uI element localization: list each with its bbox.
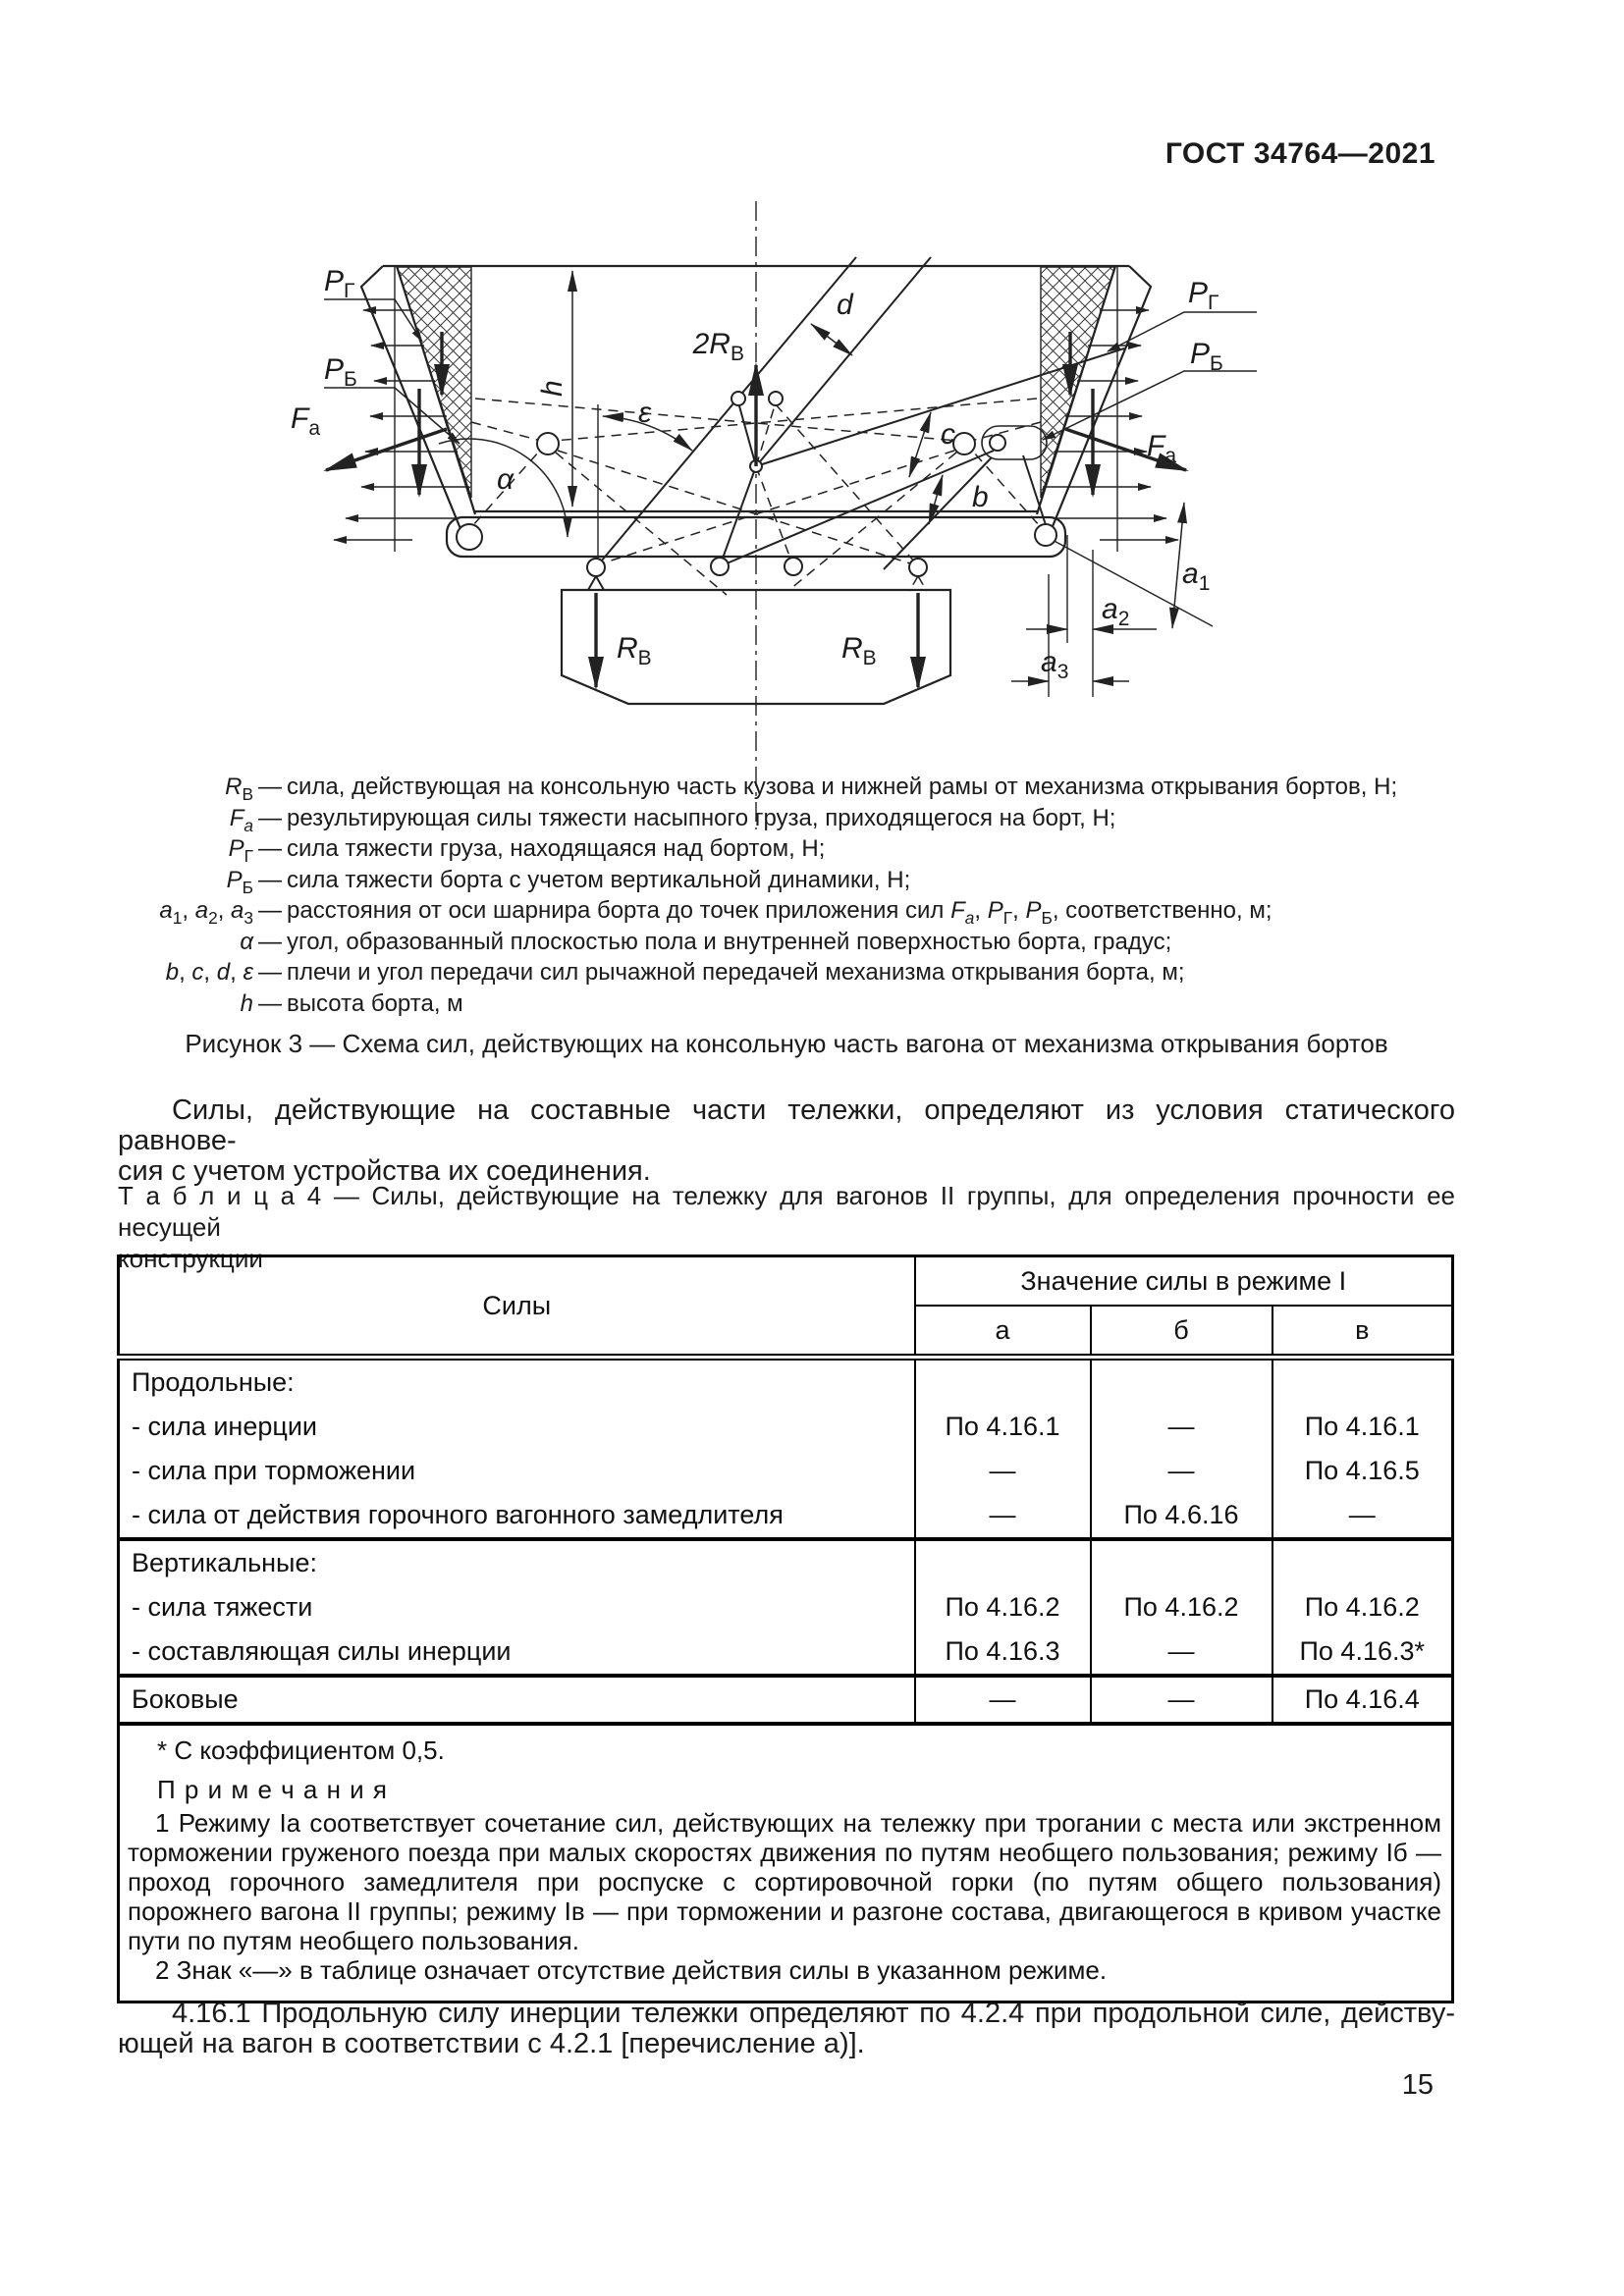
table-body bbox=[119, 1358, 1453, 1725]
force-value-cell: По 4.16.4 bbox=[1272, 1676, 1453, 1724]
legend-dash: — bbox=[258, 835, 282, 862]
page-number: 15 bbox=[1401, 2069, 1434, 2101]
label-pg-left: $P_Г$ bbox=[324, 265, 355, 302]
notes-title: П р и м е ч а н и я bbox=[157, 1775, 388, 1804]
force-value-cell: По 4.6.16 bbox=[1091, 1493, 1272, 1539]
legend-symbol: $P_Г$ bbox=[228, 835, 253, 866]
force-value-cell: По 4.16.2 bbox=[915, 1585, 1091, 1629]
label-c: c bbox=[941, 418, 955, 451]
legend-row bbox=[118, 865, 1455, 896]
table-footnotes bbox=[119, 1724, 1453, 2002]
legend-dash: — bbox=[258, 897, 282, 924]
force-value-cell: — bbox=[1091, 1629, 1272, 1676]
text-line: Т а б л и ц а 4 — Силы, действующие на тележку для вагонов II группы, для определения прочности ее несущей bbox=[118, 1181, 1455, 1242]
legend-row bbox=[118, 988, 1455, 1020]
force-name-cell: Боковые bbox=[119, 1676, 915, 1724]
legend-description: расстояния от оси шарнира борта до точек приложения сил $F_а$, $P_Г$, $P_Б$, соответственно, м; bbox=[287, 897, 1272, 928]
legend-dash: — bbox=[258, 989, 282, 1017]
legend-dash: — bbox=[258, 959, 282, 986]
force-value-cell: По 4.16.1 bbox=[1272, 1405, 1453, 1449]
legend-symbol: $R_В$ bbox=[225, 774, 253, 804]
table-row bbox=[119, 1449, 1453, 1493]
legend-description: высота борта, м bbox=[287, 989, 463, 1017]
label-rv-left: $R_В$ bbox=[617, 632, 652, 669]
legend-description: плечи и угол передачи сил рычажной передачей механизма открывания борта, м; bbox=[287, 959, 1185, 986]
legend-description: сила тяжести груза, находящаяся над бортом, Н; bbox=[287, 835, 826, 862]
legend-symbol: $a_1$, $a_2$, $a_3$ bbox=[159, 897, 253, 928]
figure-caption: Рисунок 3 — Схема сил, действующих на консольную часть вагона от механизма открывания бортов bbox=[185, 1029, 1388, 1058]
text-line: конструкции bbox=[118, 1244, 263, 1273]
legend-symbol: b, c, d, ε bbox=[165, 959, 253, 986]
force-value-cell bbox=[1091, 1358, 1272, 1406]
label-pb-right: $P_Б$ bbox=[1190, 338, 1223, 375]
text-line: Силы, действующие на составные части тележки, определяют из условия статического равнове- bbox=[118, 1095, 1455, 1156]
label-a3: $a_3$ bbox=[1041, 646, 1069, 683]
legend-description: результирующая силы тяжести насыпного груза, приходящегося на борт, Н; bbox=[287, 804, 1116, 831]
table-row bbox=[119, 1405, 1453, 1449]
label-epsilon: ε bbox=[638, 397, 652, 429]
force-name-cell: - составляющая силы инерции bbox=[132, 1636, 512, 1666]
legend-symbol: h bbox=[240, 989, 253, 1017]
intro-paragraph bbox=[118, 1095, 1455, 1187]
legend-row bbox=[118, 772, 1455, 803]
figure-3-diagram bbox=[196, 162, 1443, 839]
table-row bbox=[119, 1493, 1453, 1539]
legend-description: сила, действующая на консольную часть кузова и нижней рамы от механизма открывания бортов, Н; bbox=[287, 774, 1398, 800]
column-header-b: б bbox=[1091, 1306, 1272, 1358]
table-row bbox=[119, 1585, 1453, 1629]
legend-row bbox=[118, 803, 1455, 834]
label-h: h bbox=[536, 380, 568, 397]
force-value-cell: — bbox=[1091, 1449, 1272, 1493]
force-value-cell: — bbox=[915, 1676, 1091, 1724]
table-note: 1 Режиму Iа соответствует сочетание сил, действующих на тележку при трогании с места или экстренном торможении груженого поезда при малых скоростях движения по путям необщего пользования; режиму Iб — проход горочного замедлителя при роспуске с сортировочной горки (по путям общего пользования) порожнего вагона II группы; режиму Iв — при торможении и разгоне состава, двигающегося в кривом участке пути по путям необщего пользования. bbox=[128, 1808, 1441, 1955]
force-value-cell: По 4.16.5 bbox=[1272, 1449, 1453, 1493]
label-pb-left: $P_Б$ bbox=[324, 353, 357, 391]
table-footnote: * С коэффициентом 0,5. bbox=[157, 1735, 445, 1765]
label-a1: $a_1$ bbox=[1182, 558, 1211, 595]
force-name-cell: Продольные: bbox=[132, 1367, 295, 1397]
label-rv-right: $R_В$ bbox=[841, 632, 877, 669]
force-name-cell: - сила от действия горочного вагонного замедлителя bbox=[132, 1500, 784, 1529]
force-value-cell: — bbox=[915, 1493, 1091, 1539]
text-line: сия с учетом устройства их соединения. bbox=[118, 1155, 651, 1187]
force-value-cell: — bbox=[1272, 1493, 1453, 1539]
force-value-cell: — bbox=[915, 1449, 1091, 1493]
column-header-mode-group: Значение силы в режиме I bbox=[915, 1256, 1453, 1307]
force-name-cell: - сила инерции bbox=[132, 1412, 317, 1441]
legend-symbol: $P_Б$ bbox=[226, 866, 253, 897]
table-row bbox=[119, 1629, 1453, 1676]
label-alpha: α bbox=[497, 463, 514, 496]
table-row bbox=[119, 1676, 1453, 1724]
column-header-forces: Силы bbox=[119, 1256, 915, 1358]
legend-symbol: $F_а$ bbox=[229, 804, 253, 835]
legend-dash: — bbox=[258, 866, 282, 893]
column-header-v: в bbox=[1272, 1306, 1453, 1358]
label-fa-right: $F_а$ bbox=[1147, 430, 1177, 467]
force-value-cell: — bbox=[1091, 1405, 1272, 1449]
legend-row bbox=[118, 927, 1455, 958]
table-row bbox=[119, 1358, 1453, 1406]
force-value-cell: По 4.16.2 bbox=[1272, 1585, 1453, 1629]
force-value-cell: По 4.16.2 bbox=[1091, 1585, 1272, 1629]
label-pg-right: $P_Г$ bbox=[1188, 277, 1219, 314]
table-row bbox=[119, 1539, 1453, 1585]
clause-4161-paragraph bbox=[118, 1999, 1455, 2059]
legend-description: угол, образованный плоскостью пола и внутренней поверхностью борта, градус; bbox=[287, 928, 1172, 955]
force-schema-drawing bbox=[196, 162, 1443, 839]
force-value-cell bbox=[915, 1539, 1091, 1585]
force-value-cell bbox=[1272, 1358, 1453, 1406]
legend-row bbox=[118, 957, 1455, 988]
force-value-cell: По 4.16.3* bbox=[1272, 1629, 1453, 1676]
legend-symbol: α bbox=[240, 928, 253, 955]
label-2rv: $2R_В$ bbox=[692, 328, 744, 365]
force-name-cell: Вертикальные: bbox=[119, 1539, 915, 1585]
legend-dash: — bbox=[258, 804, 282, 831]
table-4 bbox=[117, 1255, 1453, 2003]
force-value-cell: — bbox=[1091, 1676, 1272, 1724]
legend-row bbox=[118, 895, 1455, 927]
doc-code-header: ГОСТ 34764—2021 bbox=[1164, 137, 1435, 170]
label-d: d bbox=[837, 289, 853, 321]
notes-list bbox=[128, 1808, 1441, 1985]
force-name-cell: - сила при торможении bbox=[132, 1456, 416, 1485]
table-note: 2 Знак «—» в таблице означает отсутствие действия силы в указанном режиме. bbox=[155, 1955, 1108, 1985]
label-fa-left: $F_а$ bbox=[291, 402, 321, 440]
legend-dash: — bbox=[258, 774, 282, 800]
column-header-a: а bbox=[915, 1306, 1091, 1358]
label-a2: $a_2$ bbox=[1102, 593, 1130, 630]
force-value-cell bbox=[915, 1358, 1091, 1406]
legend-row bbox=[118, 833, 1455, 865]
force-value-cell bbox=[1272, 1539, 1453, 1585]
text-line: 4.16.1 Продольную силу инерции тележки определяют по 4.2.4 при продольной силе, действу- bbox=[172, 1998, 1455, 2029]
legend-dash: — bbox=[258, 928, 282, 955]
force-name-cell: - сила тяжести bbox=[132, 1592, 313, 1622]
force-value-cell: По 4.16.3 bbox=[915, 1629, 1091, 1676]
text-line: ющей на вагон в соответствии с 4.2.1 [перечисление а)]. bbox=[118, 2028, 865, 2059]
legend bbox=[118, 772, 1455, 1019]
label-b: b bbox=[972, 481, 989, 513]
force-value-cell bbox=[1091, 1539, 1272, 1585]
force-value-cell: По 4.16.1 bbox=[915, 1405, 1091, 1449]
legend-description: сила тяжести борта с учетом вертикальной динамики, Н; bbox=[287, 866, 911, 893]
